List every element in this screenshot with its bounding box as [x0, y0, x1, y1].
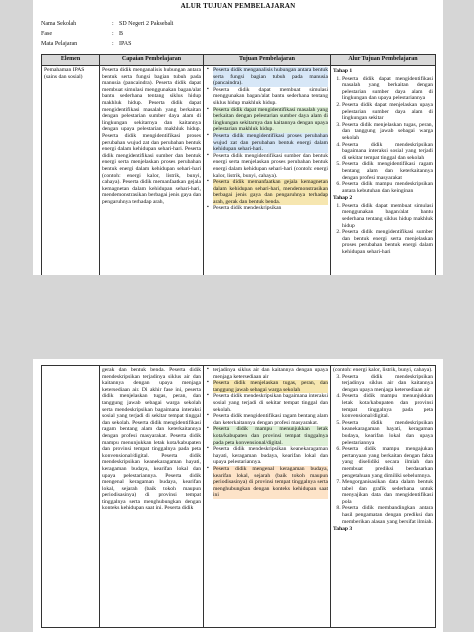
alur-item: 5. Peserta didik mengidentifikasi ragam bentang alam dan keterkaitannya dengan profesi masyarakat: [342, 161, 433, 181]
alur-item: 5. Peserta didik mendeskripsikan keanekaragaman hayati, keragaman budaya, kearifan lokal dan upaya pelestariannya: [342, 420, 433, 446]
tujuan-item: ▪ Peserta didik mendeskripsikan bagaimana interaksi sosial yang terjadi di sekitar tempat tinggal dan sekolah.: [213, 393, 328, 413]
header-tujuan: Tujuan Pembelajaran: [204, 55, 331, 66]
document-page-2: [33, 359, 443, 632]
tujuan-item: ▪ Peserta didik mendeskripsikan: [213, 205, 328, 212]
elemen-cell: Pemahaman IPAS (sains dan sosial): [42, 66, 100, 276]
tahap-label: Tahap 2: [333, 195, 353, 202]
tujuan-item: ▪ Peserta didik menjelaskan tugas, peran, dan tanggung jawab sebagai warga sekolah: [213, 380, 328, 393]
tujuan-cell: [204, 66, 331, 276]
meta-value: B: [119, 31, 124, 37]
tahap-label: Tahap 3: [333, 526, 353, 533]
alur-item: 2. Peserta didik mengidentifikasi sumber dan bentuk energi serta menjelaskan proses perubahan bentuk energi dalam kehidupan sehari-hari: [342, 229, 433, 255]
alur-item: 6. Peserta didik mampu mendeskripsikan antara kebutuhan dan keinginan: [342, 181, 433, 194]
capaian-cell: Peserta didik menganalisis hubungan antara bentuk serta fungsi bagian tubuh pada manusia (pancaindra). Peserta didik dapat membuat simulasi menggunakan bagan/alat bantu sederhana tentang siklus hidup makhluk hidup. Peserta didik dapat mengidentifikasi masalah yang berkaitan dengan pelestarian sumber daya alam di lingkungan sekitarnya dan kaitannya dengan upaya pelestarian makhluk hidup. Peserta didik mengidentifikasi proses perubahan wujud zat dan perubahan bentuk energi dalam kehidupan sehari-hari. Peserta didik mengidentifikasi sumber dan bentuk energi serta menjelaskan proses perubahan bentuk energi dalam kehidupan sehari-hari (contoh: energi kalor, listrik, bunyi, cahaya). Peserta didik memanfaatkan gejala kemagnetan dalam kehidupan sehari-hari, mendemonstrasikan berbagai jenis gaya dan pengaruhnya terhadap arah,: [100, 66, 204, 276]
meta-key: Mata Pelajaran: [41, 41, 78, 47]
table-row: [42, 66, 436, 276]
atp-table: [41, 54, 436, 275]
alur-item: 3. Peserta didik menjelaskan tugas, peran, dan tanggung jawab sebagai warga sekolah: [342, 122, 433, 142]
page-title: ALUR TUJUAN PEMBELAJARAN: [180, 2, 296, 10]
tujuan-item: ▪ Peserta didik mengidentifikasi sumber dan bentuk energi serta menjelaskan proses perubahan bentuk energi dalam kehidupan sehari-hari (contoh: energi kalor, listrik, bunyi, cahaya).: [213, 153, 328, 179]
header-alur: Alur Tujuan Pembelajaran: [331, 55, 436, 66]
alur-item: 4. Peserta didik mendeskripsikan bagaimana interaksi sosial yang terjadi di sekitar tempat tinggal dan sekolah: [342, 142, 433, 162]
alur-cell: [331, 366, 436, 628]
header-capaian: Capaian Pembelajaran: [100, 55, 204, 66]
meta-value: SD Negeri 2 Paksebali: [119, 21, 174, 27]
tujuan-item: ▪ Peserta didik mendeskripsikan keanekaragaman hayati, keragaman budaya, kearifan lokal dan upaya pelestariannya.: [213, 446, 328, 466]
alur-continued-text: (contoh: energi kalor, listrik, bunyi, cahaya).: [333, 367, 433, 373]
meta-key: Fase: [41, 31, 52, 37]
meta-colon: :: [112, 31, 114, 37]
alur-cell: [331, 66, 436, 276]
tujuan-cell: [204, 366, 331, 628]
tujuan-item: ▪ Peserta didik mampu menunjukkan letak kota/kabupaten dan provinsi tempat tinggalnya pada peta konvensional/digital.: [213, 426, 328, 446]
tujuan-item: ▪ Peserta didik mengidentifikasi ragam bentang alam dan keterkaitannya dengan profesi masyarakat.: [213, 413, 328, 426]
meta-value: IPAS: [119, 41, 132, 47]
alur-item: 1. Peserta didik dapat mengidentifikasi masalah yang berkaitan dengan pelestarian sumber daya alam di lingkungan dan upaya pelestariannya: [342, 76, 433, 102]
alur-item: 8. Peserta didik membandingkan antara hasil pengamatan dengan prediksi dan memberikan alasan yang bersifat ilmiah.: [342, 505, 433, 525]
elemen-cell-empty: [42, 366, 100, 628]
tujuan-item: ▪ Peserta didik dapat mengidentifikasi masalah yang berkaitan dengan pelestarian sumber daya alam di lingkungan sekitarnya dan kaitannya dengan upaya pelestarian makhluk hidup.: [213, 107, 328, 133]
tujuan-item: ▪ Peserta didik memanfaatkan gejala kemagnetan dalam kehidupan sehari-hari, mendemonstrasikan berbagai jenis gaya dan pengaruhnya terhadap arah, gerak dan bentuk benda.: [213, 179, 328, 205]
alur-item: 2. Peserta didik dapat menjelaskan upaya pelestarian sumber daya alam di lingkungan sekitar: [342, 102, 433, 122]
capaian-cell: gerak dan bentuk benda. Peserta didik mendeskripsikan terjadinya siklus air dan kaitannya dengan upaya menjaga ketersediaan air. Di akhir fase ini, peserta didik menjelaskan tugas, peran, dan tanggung jawab sebagai warga sekolah serta mendeskripsikan bagaimana interaksi sosial yang terjadi di sekitar tempat tinggal dan sekolah. Peserta didik mengidentifikasi ragam bentang alam dan keterkaitannya dengan profesi masyarakat. Peserta didik mampu menunjukkan letak kota/kabupaten dan provinsi tempat tinggalnya pada peta konvensional/digital. Peserta didik mendeskripsikan keanekaragaman hayati, keragaman budaya, kearifan lokal dan upaya pelestariannya. Peserta didik mengenal keragaman budaya, kearifan lokal, sejarah (baik tokoh maupun periodisasinya) di provinsi tempat tinggalnya serta menghubungkan dengan konteks kehidupan saat ini. Peserta didik: [100, 366, 204, 628]
table-header-row: [42, 55, 436, 66]
tujuan-item: ▪ Peserta didik mengidentifikasi proses perubahan wujud zat dan perubahan bentuk energi dalam kehidupan sehari-hari.: [213, 133, 328, 153]
tujuan-item: ▪ Peserta didik dapat membuat simulasi menggunakan bagan/alat bantu sederhana tentang siklus hidup makhluk hidup.: [213, 87, 328, 107]
document-page-1: [33, 0, 443, 275]
tujuan-item: ▪ terjadinya siklus air dan kaitannya dengan upaya menjaga ketersediaan air: [213, 367, 328, 380]
meta-colon: :: [112, 21, 114, 27]
alur-item: 4. Peserta didik mampu menunjukkan letak kota/kabupaten dan provinsi tempat tinggalnya pada peta konvensional/digital.: [342, 393, 433, 419]
tujuan-item: ▪ Peserta didik mengenal keragaman budaya, kearifan lokal, sejarah (baik tokoh maupun periodisasinya) di provinsi tempat tinggalnya serta menghubungkan dengan konteks kehidupan saat ini: [213, 466, 328, 499]
tahap-label: Tahap 1: [333, 68, 353, 74]
atp-table-continued: [41, 365, 436, 628]
header-elemen: Elemen: [42, 55, 100, 66]
table-row: [42, 366, 436, 628]
meta-key: Nama Sekolah: [41, 21, 77, 27]
alur-item: 7. Mengorganisasikan data dalam bentuk tabel dan grafik sederhana untuk menyajikan data dan mengidentifikasi pola: [342, 479, 433, 505]
meta-colon: :: [112, 41, 114, 47]
alur-item: 3. Peserta didik mendeskripsikan terjadinya siklus air dan kaitannya dengan upaya menjaga ketersediaan air: [342, 374, 433, 394]
tujuan-item: ▪ Peserta didik menganalisis hubungan antara bentuk serta fungsi bagian tubuh pada manusia (pancaindra).: [213, 67, 328, 87]
alur-item: 6. Peserta didik mampu mengajukan pertanyaan yang berkaitan dengan fakta yang diselidiki secara ilmiah dan membuat prediksi berdasarkan pengetahuan yang dimiliki sebelumnya.: [342, 446, 433, 479]
alur-item: 1. Peserta didik dapat membuat simulasi menggunakan bagan/alat bantu sederhana tentang siklus hidup makhluk hidup: [342, 203, 433, 229]
